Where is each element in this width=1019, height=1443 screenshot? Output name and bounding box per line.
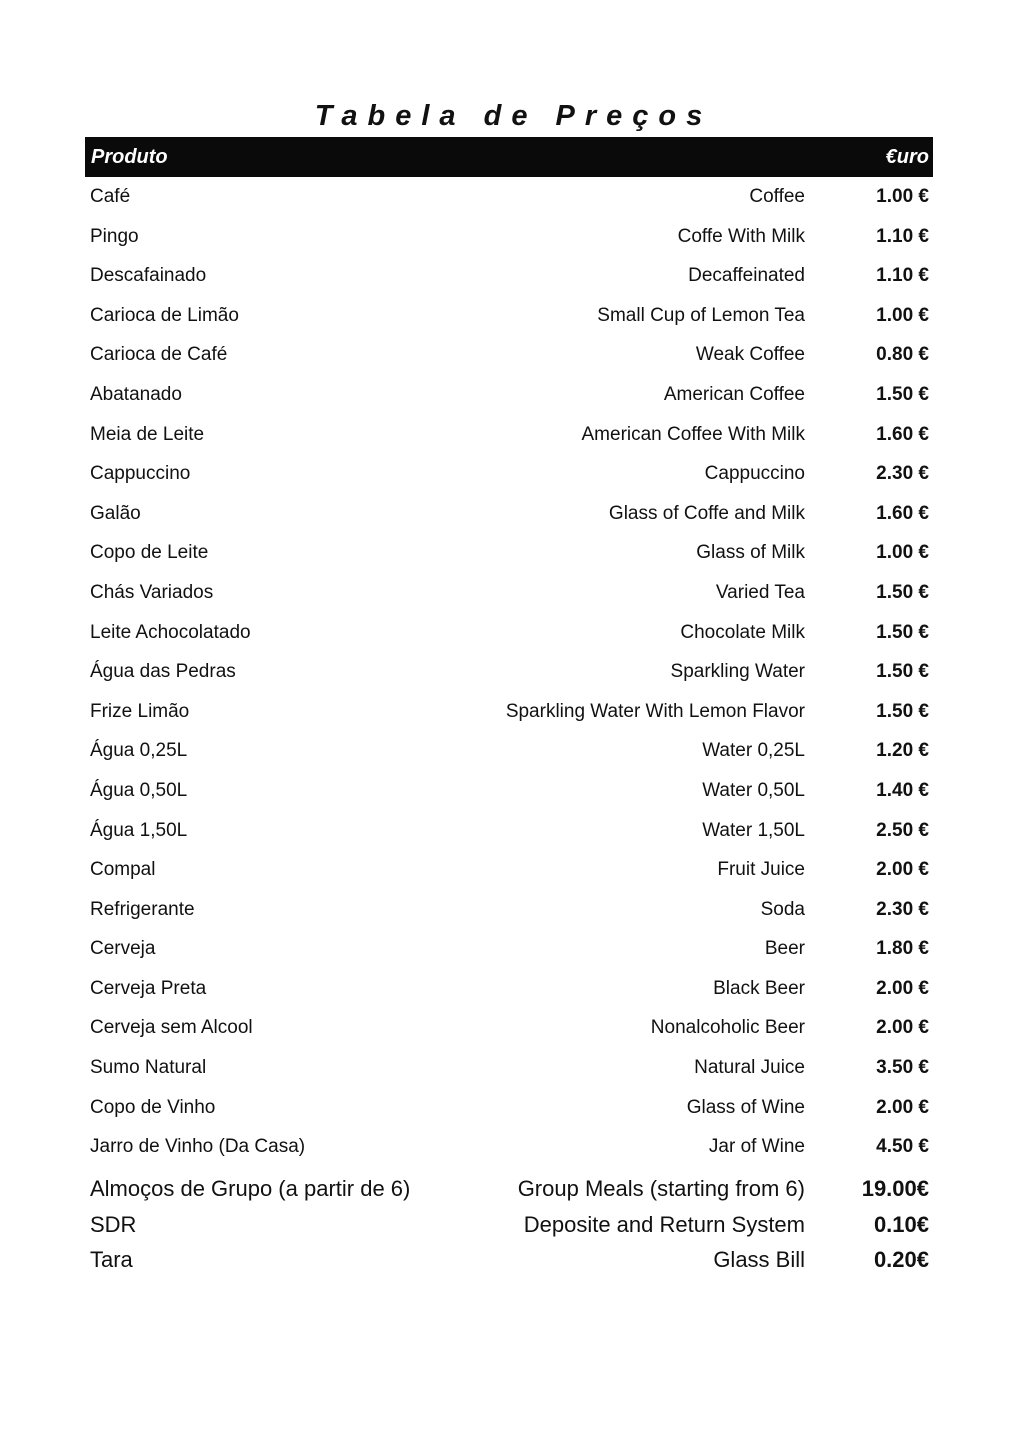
price-value: 2.00 € bbox=[876, 859, 929, 881]
price-value: 1.20 € bbox=[876, 740, 929, 762]
portuguese-name: Chás Variados bbox=[90, 581, 214, 603]
price-value: 1.00 € bbox=[876, 542, 929, 564]
price-row bbox=[85, 652, 933, 692]
price-row bbox=[85, 375, 933, 415]
english-name: Soda bbox=[760, 898, 805, 920]
price-value: 19.00€ bbox=[861, 1176, 929, 1201]
price-value: 1.50 € bbox=[876, 700, 929, 722]
portuguese-name: Carioca de Limão bbox=[90, 304, 239, 326]
price-row bbox=[85, 613, 933, 653]
english-name: Fruit Juice bbox=[717, 859, 805, 881]
english-name: Varied Tea bbox=[715, 581, 805, 603]
english-name: Jar of Wine bbox=[708, 1136, 805, 1158]
english-name: American Coffee With Milk bbox=[581, 423, 805, 445]
english-name: Glass Bill bbox=[713, 1247, 805, 1272]
english-name: Nonalcoholic Beer bbox=[650, 1017, 805, 1039]
price-row bbox=[85, 692, 933, 732]
price-row bbox=[85, 1008, 933, 1048]
price-row bbox=[85, 1048, 933, 1088]
price-value: 2.30 € bbox=[876, 463, 929, 485]
price-value: 2.00 € bbox=[876, 977, 929, 999]
extra-charges-list bbox=[85, 1171, 933, 1278]
header-price-label: €uro bbox=[885, 146, 929, 168]
price-value: 1.60 € bbox=[876, 423, 929, 445]
price-value: 1.40 € bbox=[876, 779, 929, 801]
price-value: 1.60 € bbox=[876, 502, 929, 524]
english-name: Water 0,50L bbox=[702, 779, 805, 801]
english-name: Sparkling Water With Lemon Flavor bbox=[505, 700, 805, 722]
english-name: Black Beer bbox=[713, 977, 805, 999]
price-value: 1.50 € bbox=[876, 621, 929, 643]
price-value: 1.50 € bbox=[876, 581, 929, 603]
english-name: Coffee bbox=[749, 186, 805, 207]
price-row bbox=[85, 415, 933, 455]
price-row bbox=[85, 217, 933, 257]
portuguese-name: Descafainado bbox=[90, 265, 207, 287]
price-value: 4.50 € bbox=[876, 1136, 929, 1158]
price-list bbox=[85, 177, 933, 1167]
price-value: 2.00 € bbox=[876, 1096, 929, 1118]
price-value: 1.10 € bbox=[876, 225, 929, 247]
price-value: 2.30 € bbox=[876, 898, 929, 920]
portuguese-name: Frize Limão bbox=[90, 700, 190, 722]
portuguese-name: Tara bbox=[90, 1247, 133, 1272]
english-name: Glass of Coffe and Milk bbox=[608, 502, 805, 524]
english-name: Water 0,25L bbox=[702, 740, 805, 762]
english-name: Decaffeinated bbox=[688, 265, 805, 287]
english-name: Natural Juice bbox=[694, 1057, 805, 1079]
portuguese-name: Refrigerante bbox=[90, 898, 195, 920]
portuguese-name: Cappuccino bbox=[90, 463, 191, 485]
page-title: Tabela de Preços bbox=[314, 100, 713, 132]
price-row bbox=[85, 1088, 933, 1128]
price-row bbox=[85, 811, 933, 851]
price-row bbox=[85, 890, 933, 930]
price-row bbox=[85, 771, 933, 811]
portuguese-name: Galão bbox=[90, 502, 141, 524]
price-row bbox=[85, 296, 933, 336]
price-row bbox=[85, 533, 933, 573]
price-row bbox=[85, 335, 933, 375]
english-name: Water 1,50L bbox=[702, 819, 805, 841]
english-name: Beer bbox=[764, 938, 805, 960]
price-row bbox=[85, 494, 933, 534]
english-name: Cappuccino bbox=[704, 463, 805, 485]
english-name: Glass of Wine bbox=[686, 1096, 805, 1118]
portuguese-name: Água 0,50L bbox=[90, 779, 188, 801]
header-product-label: Produto bbox=[91, 146, 168, 168]
portuguese-name: SDR bbox=[90, 1211, 137, 1237]
portuguese-name: Cerveja Preta bbox=[90, 977, 207, 999]
price-value: 1.00 € bbox=[876, 186, 929, 207]
portuguese-name: Copo de Vinho bbox=[90, 1096, 216, 1118]
price-row bbox=[85, 177, 933, 217]
english-name: Weak Coffee bbox=[695, 344, 805, 366]
english-name: Small Cup of Lemon Tea bbox=[597, 304, 805, 326]
english-name: Sparkling Water bbox=[670, 661, 805, 683]
price-row bbox=[85, 929, 933, 969]
portuguese-name: Água 1,50L bbox=[90, 819, 188, 841]
price-value: 3.50 € bbox=[876, 1057, 929, 1079]
portuguese-name: Abatanado bbox=[90, 383, 182, 405]
portuguese-name: Meia de Leite bbox=[90, 423, 205, 445]
english-name: Group Meals (starting from 6) bbox=[517, 1176, 805, 1201]
english-name: Chocolate Milk bbox=[680, 621, 805, 643]
portuguese-name: Jarro de Vinho (Da Casa) bbox=[90, 1136, 306, 1158]
portuguese-name: Cerveja sem Alcool bbox=[90, 1017, 253, 1039]
price-row bbox=[85, 850, 933, 890]
portuguese-name: Água das Pedras bbox=[90, 661, 236, 683]
price-value: 0.80 € bbox=[876, 344, 929, 366]
portuguese-name: Cerveja bbox=[90, 938, 156, 960]
price-value: 1.10 € bbox=[876, 265, 929, 287]
portuguese-name: Café bbox=[90, 186, 131, 207]
english-name: Deposite and Return System bbox=[523, 1211, 805, 1237]
english-name: American Coffee bbox=[663, 383, 805, 405]
price-row bbox=[85, 573, 933, 613]
price-value: 1.00 € bbox=[876, 304, 929, 326]
price-value: 0.20€ bbox=[873, 1247, 929, 1272]
price-row bbox=[85, 1127, 933, 1167]
portuguese-name: Leite Achocolatado bbox=[90, 621, 251, 643]
extra-row bbox=[85, 1171, 933, 1207]
portuguese-name: Água 0,25L bbox=[90, 740, 188, 762]
portuguese-name: Copo de Leite bbox=[90, 542, 209, 564]
english-name: Coffe With Milk bbox=[677, 225, 805, 247]
extra-row bbox=[85, 1207, 933, 1243]
table-header bbox=[85, 137, 933, 177]
price-row bbox=[85, 454, 933, 494]
price-value: 2.50 € bbox=[876, 819, 929, 841]
price-value: 2.00 € bbox=[876, 1017, 929, 1039]
portuguese-name: Sumo Natural bbox=[90, 1057, 207, 1079]
price-row bbox=[85, 256, 933, 296]
price-row bbox=[85, 969, 933, 1009]
portuguese-name: Compal bbox=[90, 859, 156, 881]
price-value: 1.50 € bbox=[876, 383, 929, 405]
price-value: 0.10€ bbox=[873, 1211, 929, 1237]
portuguese-name: Carioca de Café bbox=[90, 344, 228, 366]
price-value: 1.50 € bbox=[876, 661, 929, 683]
price-value: 1.80 € bbox=[876, 938, 929, 960]
portuguese-name: Almoços de Grupo (a partir de 6) bbox=[90, 1176, 411, 1201]
english-name: Glass of Milk bbox=[696, 542, 805, 564]
extra-row bbox=[85, 1242, 933, 1278]
portuguese-name: Pingo bbox=[90, 225, 139, 247]
price-row bbox=[85, 731, 933, 771]
